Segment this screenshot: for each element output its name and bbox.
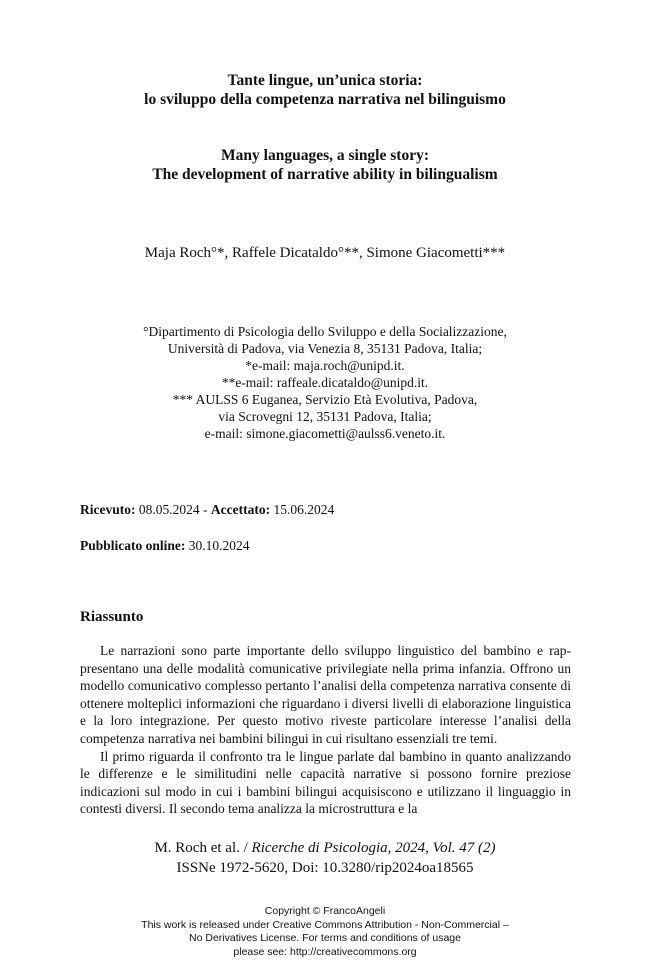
abstract-heading: Riassunto bbox=[80, 609, 144, 625]
published-label: Pubblicato online: bbox=[80, 538, 186, 553]
copyright-line: Copyright © FrancoAngeli bbox=[264, 905, 386, 917]
abstract-paragraph: Le narrazioni sono parte importante dello sviluppo linguistico del bambino e rappresentano una delle modalità comunicative privilegiate nella prima infanzia. Offrono un modello comunicativo complesso pertanto l’analisi della competenza narrativa consente di ottenere molteplici informazioni che riguardano i diversi livelli di elaborazione linguistica e la loro integrazione. Per questo motivo riveste particolare interesse l’analisi della competenza narrativa nei bambini bilingui in cui risultano essenziali tre temi. bbox=[80, 643, 571, 746]
citation-prefix: M. Roch et al. / bbox=[154, 840, 252, 856]
affiliation-line: *** AULSS 6 Euganea, Servizio Età Evolutiva, Padova, bbox=[172, 392, 478, 407]
email-line: e-mail: simone.giacometti@aulss6.veneto.it. bbox=[204, 426, 446, 441]
affiliation-line: °Dipartimento di Psicologia dello Sviluppo e della Socializzazione, bbox=[143, 324, 507, 339]
abstract-paragraph: Il primo riguarda il confronto tra le lingue parlate dal bambino in quanto analizzando le differenze e le similitudini nelle capacità narrative si possono fornire preziose indicazioni sul modo in cui i bambini bilingui acquisiscono e utilizzano il linguaggio in contesti diversi. Il secondo tema analizza la microstruttura e la bbox=[80, 748, 571, 817]
italian-title-line-2: lo sviluppo della competenza narrativa nel bilinguismo bbox=[144, 91, 506, 108]
journal-name: Ricerche di Psicologia, 2024, Vol. 47 (2) bbox=[251, 840, 496, 856]
received-date: 08.05.2024 - bbox=[135, 502, 211, 517]
accepted-date: 15.06.2024 bbox=[270, 502, 335, 517]
journal-citation bbox=[0, 838, 650, 878]
english-title-line-2: The development of narrative ability in bilingualism bbox=[152, 166, 498, 183]
italian-title bbox=[0, 71, 650, 109]
email-line: *e-mail: maja.roch@unipd.it. bbox=[245, 358, 405, 373]
english-title bbox=[0, 146, 650, 184]
license-link-line: please see: http://creativecommons.org bbox=[233, 945, 417, 958]
received-label: Ricevuto: bbox=[80, 502, 136, 517]
english-title-line-1: Many languages, a single story: bbox=[221, 147, 429, 164]
abstract-body bbox=[80, 642, 571, 818]
issn-doi: ISSNe 1972-5620, Doi: 10.3280/rip2024oa18565 bbox=[176, 860, 474, 876]
license-line: No Derivatives License. For terms and conditions of usage bbox=[189, 932, 461, 944]
citation-line bbox=[0, 838, 650, 858]
affiliations bbox=[0, 323, 650, 442]
accepted-label: Accettato: bbox=[210, 502, 271, 517]
received-accepted-dates bbox=[80, 501, 334, 518]
published-date-value: 30.10.2024 bbox=[185, 538, 250, 553]
copyright-notice bbox=[0, 905, 650, 959]
italian-title-line-1: Tante lingue, un’unica storia: bbox=[227, 72, 423, 89]
authors: Maja Roch°*, Raffele Dicataldo°**, Simone Giacometti*** bbox=[144, 245, 506, 261]
license-line: This work is released under Creative Commons Attribution - Non-Commercial – bbox=[141, 918, 509, 931]
published-date bbox=[80, 537, 250, 554]
affiliation-line: via Scrovegni 12, 35131 Padova, Italia; bbox=[218, 409, 432, 424]
email-line: **e-mail: raffeale.dicataldo@unipd.it. bbox=[221, 375, 429, 390]
affiliation-line: Università di Padova, via Venezia 8, 35131 Padova, Italia; bbox=[167, 341, 483, 356]
